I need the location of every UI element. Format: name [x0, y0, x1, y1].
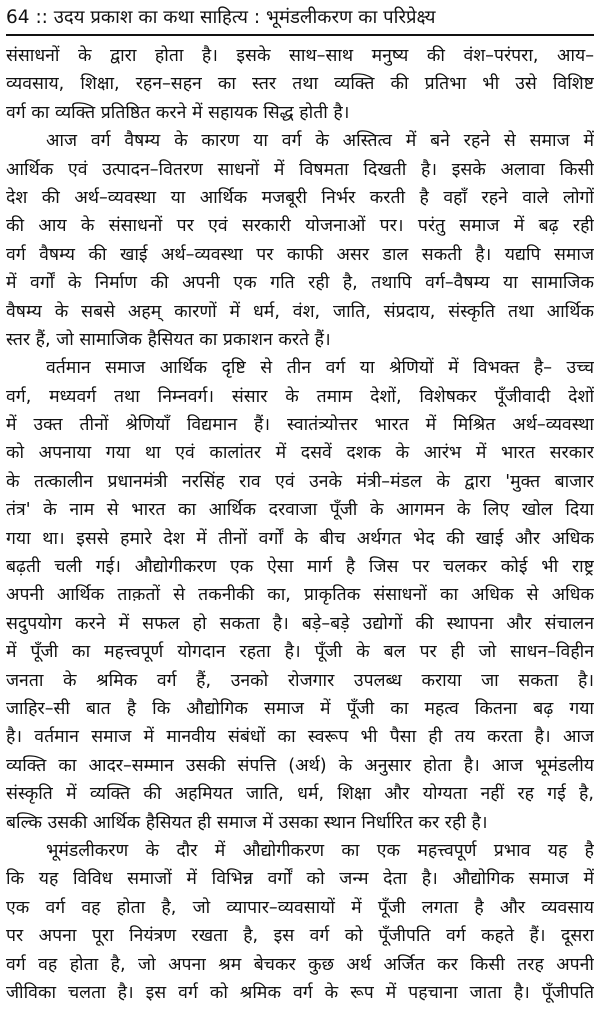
text-line: स्तर हैं, जो सामाजिक हैसियत का प्रकाशन करते हैं।	[6, 329, 331, 350]
text-line: संसाधनों के द्वारा होता है। इसके साथ–साथ मनुष्य की वंश–परंपरा, आय–	[6, 46, 594, 66]
text-line: बढ़ती चली गई। औद्योगीकरण एक ऐसा मार्ग है जिस पर चलकर कोई भी राष्ट्र	[6, 557, 594, 578]
text-line: में पूँजी का महत्त्वपूर्ण योगदान रहता है। पूँजी के बल पर ही जो साधन–विहीन	[6, 642, 594, 663]
text-line: के तत्कालीन प्रधानमंत्री नरसिंह राव एवं उनके मंत्री–मंडल के द्वारा 'मुक्त बाजार	[6, 471, 594, 492]
text-line: पर अपना पूरा नियंत्रण रखता है, इस वर्ग को पूँजीपति वर्ग कहते हैं। दूसरा	[6, 926, 594, 947]
page-number: 64	[6, 7, 30, 28]
text-line: की आय के संसाधनों पर एवं सरकारी योजनाओं पर। परंतु समाज में बढ़ रही	[6, 216, 594, 237]
book-page	[6, 4, 594, 1010]
body-text	[6, 42, 594, 1007]
text-line: गया था। इससे हमारे देश में तीनों वर्गों के बीच अर्थगत भेद की खाई और अधिक	[6, 528, 594, 549]
text-line: जनता के श्रमिक वर्ग हैं, उनको रोजगार उपलब्ध कराया जा सकता है।	[6, 670, 594, 691]
text-line: वर्ग का व्यक्ति प्रतिष्ठित करने में सहायक सिद्ध होती है।	[6, 102, 350, 123]
text-line: वर्ग वह होता है, जो अपना श्रम बेचकर कुछ अर्थ अर्जित कर किसी तरह अपनी	[6, 954, 594, 975]
running-header	[6, 4, 594, 36]
text-line: वर्ग वैषम्य की खाई अर्थ–व्यवस्था पर काफी असर डाल सकती है। यद्यपि समाज	[6, 244, 594, 265]
text-line: व्यक्ति का आदर–सम्मान उसकी संपत्ति (अर्थ) के अनुसार होता है। आज भूमंडलीय	[6, 755, 594, 776]
text-line: तंत्र' के नाम से भारत का आर्थिक दरवाजा पूँजी के आगमन के लिए खोल दिया	[6, 500, 594, 521]
text-line: सदुपयोग करने में सफल हो सकता है। बड़े–बड़े उद्योगों की स्थापना और संचालन	[6, 613, 594, 634]
text-line: व्यवसाय, शिक्षा, रहन–सहन का स्तर तथा व्यक्ति की प्रतिभा भी उसे विशिष्ट	[6, 74, 594, 95]
paragraph-start-line: आज वर्ग वैषम्य के कारण या वर्ग के अस्तित्व में बने रहने से समाज में	[46, 131, 594, 152]
text-line: अपनी आर्थिक ताक़तों से तकनीकी का, प्राकृतिक संसाधनों का अधिक से अधिक	[6, 585, 594, 606]
text-line: जीविका चलता है। इस वर्ग को श्रमिक वर्ग के रूप में पहचाना जाता है। पूँजीपति	[6, 982, 594, 1003]
text-line: वर्ग, मध्यवर्ग तथा निम्नवर्ग। संसार के तमाम देशों, विशेषकर पूँजीवादी देशों	[6, 386, 594, 407]
paragraph-start-line: वर्तमान समाज आर्थिक दृष्टि से तीन वर्ग या श्रेणियों में विभक्त है– उच्च	[46, 358, 594, 379]
text-line: संस्कृति में व्यक्ति की अहमियत जाति, धर्म, शिक्षा और योग्यता नहीं रह गई है,	[6, 784, 594, 805]
text-line: एक वर्ग वह होता है, जो व्यापार–व्यवसायों में पूँजी लगता है और व्यवसाय	[6, 897, 594, 918]
text-line: देश की अर्थ–व्यवस्था या आर्थिक मजबूरी निर्भर करती है वहाँ रहने वाले लोगों	[6, 187, 594, 208]
text-line: बल्कि उसकी आर्थिक हैसियत ही समाज में उसका स्थान निर्धारित कर रही है।	[6, 812, 488, 833]
text-line: आर्थिक एवं उत्पादन–वितरण साधनों में विषमता दिखती है। इसके अलावा किसी	[6, 159, 594, 180]
header-separator: ::	[35, 7, 48, 28]
text-line: में उक्त तीनों श्रेणियाँ विद्यमान हैं। स्वातंत्र्योत्तर भारत में मिश्रित अर्थ–व्यवस्था	[6, 415, 594, 436]
text-line: को अपनाया गया था एवं कालांतर में दसवें दशक के आरंभ में भारत सरकार	[6, 443, 594, 464]
text-line: वैषम्य के सबसे अहम् कारणों में धर्म, वंश, जाति, संप्रदाय, संस्कृति तथा आर्थिक	[6, 301, 594, 322]
paragraph-start-line: भूमंडलीकरण के दौर में औद्योगीकरण का एक महत्त्वपूर्ण प्रभाव यह है	[46, 840, 594, 861]
text-line: में वर्गों के निर्माण की अपनी एक गति रही है, तथापि वर्ग–वैषम्य या सामाजिक	[6, 273, 594, 294]
text-line: जाहिर–सी बात है कि औद्योगिक समाज में पूँजी का महत्व कितना बढ़ गया	[6, 698, 594, 719]
text-line: है। वर्तमान समाज में मानवीय संबंधों का स्वरूप भी पैसा ही तय करता है। आज	[6, 727, 594, 748]
book-title: उदय प्रकाश का कथा साहित्य : भूमंडलीकरण का परिप्रेक्ष्य	[53, 7, 436, 28]
text-line: कि यह विविध समाजों में विभिन्न वर्गों को जन्म देता है। औद्योगिक समाज में	[6, 869, 594, 890]
